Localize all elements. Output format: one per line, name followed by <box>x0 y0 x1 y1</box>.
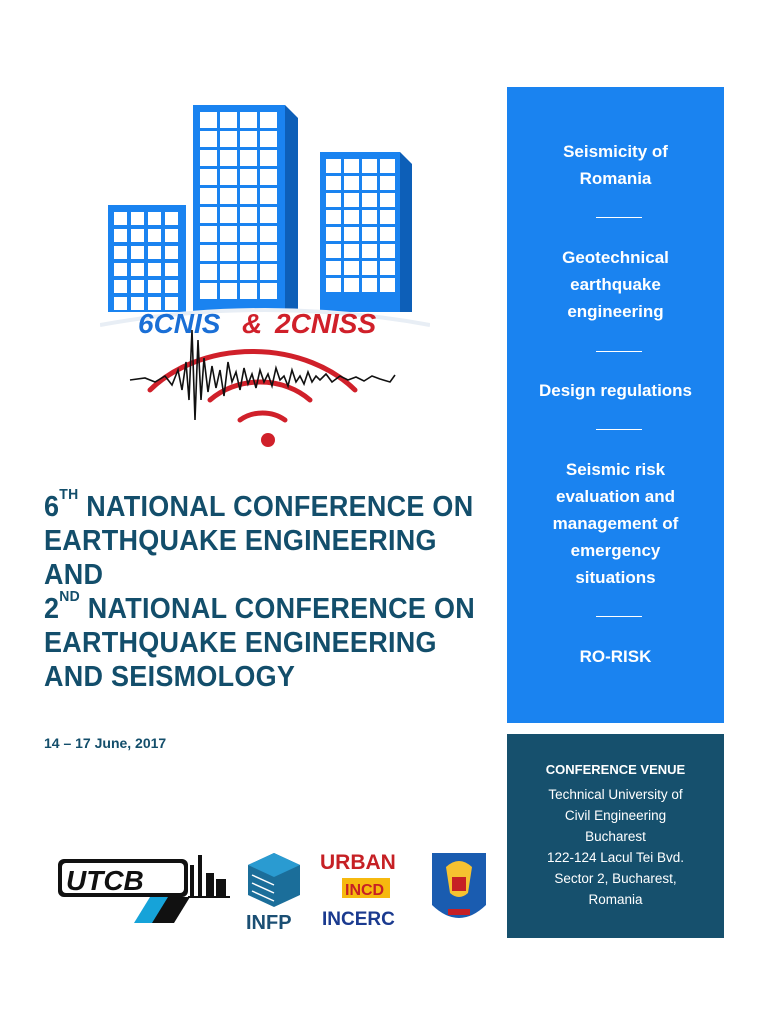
title-line-4 <box>44 588 475 626</box>
building-window <box>260 264 277 280</box>
venue-title: CONFERENCE VENUE <box>545 762 686 777</box>
building-window <box>200 169 217 185</box>
venue-line: 122-124 Lacul Tei Bvd. <box>546 850 685 865</box>
building-window <box>260 245 277 261</box>
building-window <box>165 280 178 293</box>
building-window <box>114 297 127 310</box>
topic-seismic-risk-line-5: situations <box>575 568 656 587</box>
title-line-3: AND <box>44 559 104 591</box>
venue-panel <box>507 734 724 938</box>
building-window <box>240 150 257 166</box>
building-window <box>220 283 237 299</box>
topic-seismic-risk-line-1: Seismic risk <box>565 460 666 479</box>
title-line-4-text: NATIONAL CONFERENCE ON <box>79 593 475 625</box>
building-window <box>260 150 277 166</box>
building-middle <box>193 105 298 312</box>
topic-design-regulations <box>507 377 724 404</box>
venue-line: Technical University of <box>548 787 683 802</box>
title-line-1 <box>44 486 474 524</box>
building-window <box>240 264 257 280</box>
topic-seismic-risk-line-3: management of <box>552 514 679 533</box>
logo-text-amp: & <box>242 308 263 339</box>
building-window <box>200 150 217 166</box>
title-ordinal-suffix-nd: ND <box>59 588 80 605</box>
building-window <box>380 176 395 190</box>
building-window <box>326 159 341 173</box>
title-ordinal-2: 2 <box>44 593 60 625</box>
building-window <box>362 227 377 241</box>
building-window <box>200 188 217 204</box>
conference-title <box>44 486 475 694</box>
building-window <box>326 176 341 190</box>
building-window <box>220 264 237 280</box>
building-window <box>380 193 395 207</box>
utcb-logo <box>58 855 230 923</box>
building-window <box>326 227 341 241</box>
building-window <box>131 263 144 276</box>
venue-line: Civil Engineering <box>564 808 667 823</box>
topic-geotechnical-line-1: Geotechnical <box>562 248 669 267</box>
building-window <box>362 261 377 275</box>
topic-seismicity <box>507 138 724 192</box>
topic-seismicity-line-1: Seismicity of <box>563 142 668 161</box>
building-window <box>380 278 395 292</box>
building-window <box>114 212 127 225</box>
building-window <box>148 280 161 293</box>
topic-ro-risk <box>507 643 724 670</box>
building-window <box>362 193 377 207</box>
building-window <box>131 246 144 259</box>
building-window <box>148 212 161 225</box>
building-window <box>260 207 277 223</box>
building-window <box>200 245 217 261</box>
building-window <box>240 169 257 185</box>
utcb-logo-text: UTCB <box>66 865 144 896</box>
building-window <box>165 229 178 242</box>
logo-text-2cniss: 2CNISS <box>275 308 377 339</box>
topic-separator <box>596 616 642 617</box>
building-window <box>260 112 277 128</box>
title-line-5: EARTHQUAKE ENGINEERING <box>44 627 437 659</box>
building-window <box>344 278 359 292</box>
building-window <box>220 112 237 128</box>
building-window <box>220 226 237 242</box>
topic-separator <box>596 429 642 430</box>
building-window <box>380 244 395 258</box>
building-window <box>131 229 144 242</box>
building-window <box>114 263 127 276</box>
building-window <box>362 244 377 258</box>
building-window <box>220 245 237 261</box>
building-window <box>240 226 257 242</box>
building-window <box>362 210 377 224</box>
building-window <box>344 261 359 275</box>
building-window <box>326 244 341 258</box>
topics-panel <box>507 87 724 723</box>
building-window <box>200 207 217 223</box>
building-window <box>380 261 395 275</box>
building-window <box>148 263 161 276</box>
building-window <box>200 112 217 128</box>
conference-logo <box>100 100 430 460</box>
title-line-1-text: NATIONAL CONFERENCE ON <box>78 491 474 523</box>
topic-geotechnical-line-3: engineering <box>567 302 664 321</box>
urban-text: URBAN <box>320 851 396 874</box>
building-window <box>200 264 217 280</box>
logo-text-6cnis: 6CNIS <box>138 308 221 339</box>
building-window <box>380 227 395 241</box>
building-window <box>200 283 217 299</box>
building-window <box>326 278 341 292</box>
building-window <box>326 193 341 207</box>
building-window <box>240 283 257 299</box>
building-window <box>362 278 377 292</box>
topic-seismic-risk-line-4: emergency <box>570 541 661 560</box>
building-left <box>108 205 186 312</box>
building-window <box>362 159 377 173</box>
topic-separator <box>596 217 642 218</box>
building-window <box>260 283 277 299</box>
building-window <box>260 131 277 147</box>
building-window <box>344 227 359 241</box>
building-window <box>165 246 178 259</box>
building-window <box>220 131 237 147</box>
venue-line: Sector 2, Bucharest, <box>554 871 677 886</box>
signal-waves-icon <box>150 352 355 447</box>
infp-logo <box>246 853 300 934</box>
urban-incerc-logo <box>320 851 396 930</box>
topic-ro-risk-line-1: RO-RISK <box>579 647 652 666</box>
topic-design-regulations-line-1: Design regulations <box>538 381 693 400</box>
venue-address <box>507 784 724 910</box>
title-ordinal-suffix-th: TH <box>59 486 79 503</box>
building-window <box>200 226 217 242</box>
building-window <box>220 150 237 166</box>
building-window <box>344 159 359 173</box>
building-window <box>114 280 127 293</box>
topic-geotechnical-line-2: earthquake <box>570 275 661 294</box>
topic-seismicity-line-2: Romania <box>579 169 652 188</box>
building-window <box>260 226 277 242</box>
venue-line: Bucharest <box>585 829 646 844</box>
building-window <box>131 280 144 293</box>
building-window <box>220 207 237 223</box>
infp-logo-text: INFP <box>246 912 292 934</box>
building-window <box>240 207 257 223</box>
title-ordinal-6: 6 <box>44 491 60 523</box>
title-line-2: EARTHQUAKE ENGINEERING <box>44 525 437 557</box>
building-right <box>320 152 412 312</box>
building-window <box>131 212 144 225</box>
romania-coat-of-arms-icon <box>432 853 486 918</box>
building-window <box>220 169 237 185</box>
building-window <box>148 246 161 259</box>
building-window <box>380 210 395 224</box>
building-window <box>165 263 178 276</box>
building-window <box>200 131 217 147</box>
building-window <box>240 245 257 261</box>
building-window <box>114 229 127 242</box>
venue-line: Romania <box>588 892 643 907</box>
building-window <box>344 176 359 190</box>
building-window <box>165 212 178 225</box>
building-window <box>260 188 277 204</box>
topic-geotechnical <box>507 244 724 325</box>
title-line-6: AND SEISMOLOGY <box>44 661 296 693</box>
topic-seismic-risk-line-2: evaluation and <box>555 487 676 506</box>
partner-logos <box>50 845 500 935</box>
incd-text: INCD <box>345 882 385 899</box>
building-window <box>344 193 359 207</box>
building-window <box>326 210 341 224</box>
incerc-text: INCERC <box>322 909 395 930</box>
building-window <box>148 229 161 242</box>
building-window <box>240 112 257 128</box>
building-window <box>344 244 359 258</box>
building-window <box>362 176 377 190</box>
building-window <box>326 261 341 275</box>
building-window <box>240 131 257 147</box>
building-window <box>220 188 237 204</box>
topic-seismic-risk <box>507 456 724 591</box>
building-window <box>240 188 257 204</box>
building-window <box>380 159 395 173</box>
building-window <box>344 210 359 224</box>
conference-date: 14 – 17 June, 2017 <box>44 735 167 751</box>
topic-separator <box>596 351 642 352</box>
building-window <box>260 169 277 185</box>
building-window <box>114 246 127 259</box>
